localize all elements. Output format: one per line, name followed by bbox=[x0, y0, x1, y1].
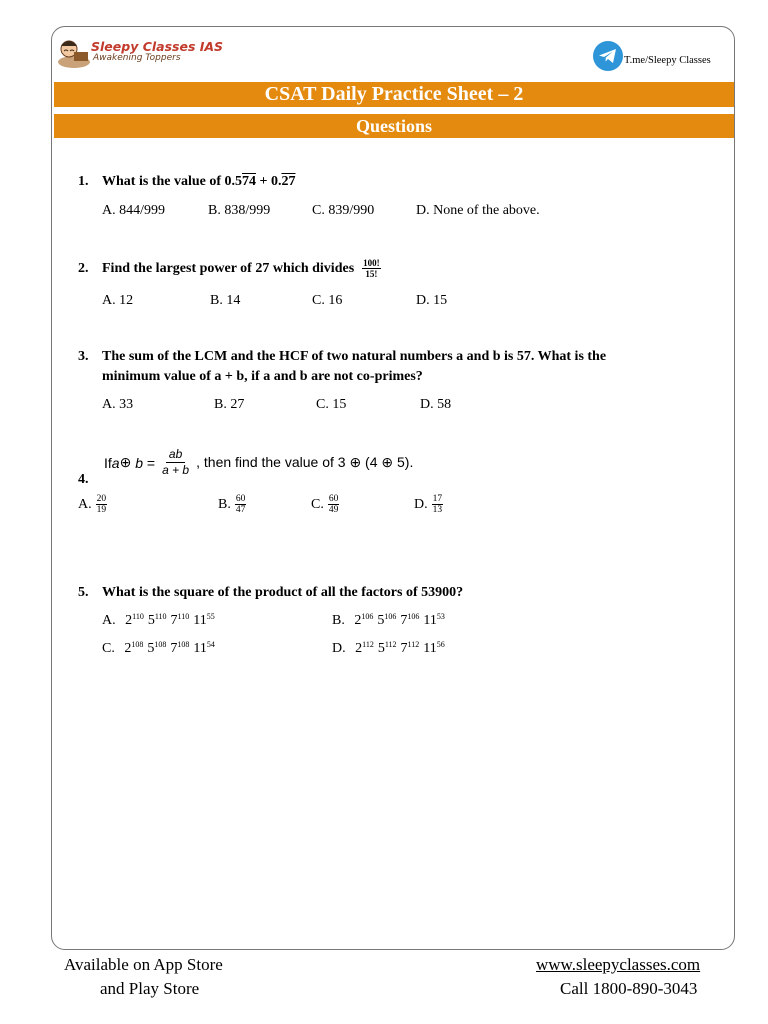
power-base: 7 bbox=[400, 613, 408, 628]
option-b[interactable]: B. 838/999 bbox=[208, 203, 271, 218]
phone-number: Call 1800-890-3043 bbox=[560, 979, 698, 998]
question-number: 1. bbox=[78, 174, 89, 189]
power-term bbox=[423, 613, 444, 628]
option-a[interactable]: A. 844/999 bbox=[102, 203, 165, 218]
page-border bbox=[51, 26, 735, 950]
option-d[interactable]: D. 58 bbox=[420, 397, 452, 412]
power-exponent: 53 bbox=[436, 612, 445, 621]
footer-play-store: and Play Store bbox=[100, 979, 200, 998]
question-text: minimum value of a + b, if a and b are not co-primes? bbox=[102, 369, 423, 384]
fraction bbox=[432, 494, 444, 515]
question-text: + 0. bbox=[256, 174, 282, 189]
option-d[interactable] bbox=[332, 640, 445, 658]
power-base: 11 bbox=[423, 641, 437, 656]
power-exponent: 108 bbox=[131, 640, 144, 649]
question-text: Find the largest power of 27 which divides bbox=[102, 260, 355, 276]
fraction-numerator: 60 bbox=[328, 494, 339, 504]
option-b[interactable] bbox=[332, 612, 445, 630]
question-number: 3. bbox=[78, 349, 89, 364]
power-exponent: 112 bbox=[362, 640, 374, 649]
option-label: C. bbox=[311, 496, 324, 512]
question-number: 2. bbox=[78, 260, 89, 276]
option-c[interactable]: C. 839/990 bbox=[312, 203, 375, 218]
option-d[interactable]: D. None of the above. bbox=[416, 203, 540, 218]
power-base: 5 bbox=[147, 641, 155, 656]
power-exponent: 110 bbox=[132, 612, 144, 621]
option-label: B. bbox=[332, 613, 349, 628]
fraction-denominator: 19 bbox=[96, 505, 107, 515]
power-base: 7 bbox=[170, 613, 178, 628]
operator: ⊕ bbox=[119, 454, 136, 470]
question-4-image bbox=[104, 447, 413, 478]
power-base: 11 bbox=[423, 613, 437, 628]
fraction-numerator: 20 bbox=[96, 494, 107, 504]
brand-tagline: Awakening Toppers bbox=[93, 53, 181, 63]
power-base: 2 bbox=[124, 641, 132, 656]
option-label: A. bbox=[78, 496, 92, 512]
question-2 bbox=[78, 258, 381, 279]
option-label: D. bbox=[414, 496, 428, 512]
fraction-denominator: 49 bbox=[328, 505, 339, 515]
website-link[interactable]: www.sleepyclasses.com bbox=[536, 955, 701, 974]
power-base: 7 bbox=[400, 641, 408, 656]
question-text: What is the square of the product of all the factors of 53900? bbox=[102, 585, 464, 600]
variable-a: a bbox=[111, 454, 120, 471]
power-exponent: 112 bbox=[407, 640, 420, 649]
option-c[interactable]: C. 16 bbox=[312, 293, 343, 308]
option-a[interactable] bbox=[102, 612, 215, 630]
option-a[interactable]: A. 12 bbox=[102, 293, 134, 308]
power-exponent: 106 bbox=[361, 612, 374, 621]
power-base: 11 bbox=[193, 641, 207, 656]
power-exponent: 55 bbox=[206, 612, 215, 621]
power-exponent: 112 bbox=[384, 640, 397, 649]
power-term bbox=[148, 613, 167, 628]
power-term bbox=[378, 641, 397, 656]
option-c[interactable] bbox=[102, 640, 215, 658]
power-base: 2 bbox=[354, 613, 362, 628]
question-text: The sum of the LCM and the HCF of two natural numbers a and b is 57. What is the bbox=[102, 349, 607, 364]
footer-app-store: Available on App Store bbox=[64, 955, 223, 974]
option-a[interactable]: A. 33 bbox=[102, 397, 134, 412]
variable-b: b bbox=[135, 454, 143, 471]
fraction-numerator: ab bbox=[166, 447, 185, 463]
power-term bbox=[124, 641, 143, 656]
sheet-title: CSAT Daily Practice Sheet – 2 bbox=[54, 82, 734, 107]
power-term bbox=[147, 641, 166, 656]
power-exponent: 106 bbox=[407, 612, 420, 621]
mascot-icon bbox=[56, 36, 92, 70]
power-term bbox=[170, 641, 189, 656]
power-exponent: 56 bbox=[436, 640, 445, 649]
question-1 bbox=[78, 172, 295, 192]
fraction bbox=[328, 494, 340, 515]
equals-sign: = bbox=[143, 454, 156, 471]
fraction-denominator: 47 bbox=[235, 505, 246, 515]
option-label: A. bbox=[102, 613, 120, 628]
power-term bbox=[125, 613, 144, 628]
power-base: 2 bbox=[125, 613, 133, 628]
option-d[interactable]: D. 15 bbox=[416, 293, 448, 308]
option-b[interactable] bbox=[218, 494, 246, 515]
question-text: If bbox=[104, 454, 112, 471]
fraction-numerator: 17 bbox=[432, 494, 443, 504]
fraction bbox=[96, 494, 108, 515]
power-term bbox=[400, 613, 419, 628]
option-a[interactable] bbox=[78, 494, 107, 515]
power-term bbox=[423, 641, 444, 656]
option-b[interactable]: B. 14 bbox=[210, 293, 241, 308]
power-term bbox=[355, 641, 374, 656]
fraction-denominator: 13 bbox=[432, 505, 443, 515]
option-b[interactable]: B. 27 bbox=[214, 397, 245, 412]
section-title: Questions bbox=[54, 114, 734, 138]
option-label: D. bbox=[332, 641, 350, 656]
fraction-denominator: 15! bbox=[365, 269, 378, 279]
power-exponent: 110 bbox=[177, 612, 190, 621]
power-base: 2 bbox=[355, 641, 363, 656]
question-text: , then find the value of 3 ⊕ (4 ⊕ 5). bbox=[196, 454, 414, 470]
fraction bbox=[362, 258, 381, 279]
brand-name: Sleepy Classes IAS bbox=[91, 39, 224, 54]
power-exponent: 108 bbox=[154, 640, 167, 649]
fraction-numerator: 100! bbox=[363, 258, 380, 268]
power-term bbox=[171, 613, 190, 628]
question-number: 4. bbox=[78, 472, 89, 487]
power-term bbox=[354, 613, 373, 628]
telegram-link[interactable]: T.me/Sleepy Classes bbox=[624, 55, 711, 66]
option-label: B. bbox=[218, 496, 231, 512]
option-label: C. bbox=[102, 641, 119, 656]
telegram-icon[interactable] bbox=[592, 40, 624, 72]
question-number: 5. bbox=[78, 585, 89, 600]
repeating-digits: 74 bbox=[242, 174, 256, 189]
fraction bbox=[159, 447, 192, 478]
power-term bbox=[377, 613, 396, 628]
repeating-digits: 27 bbox=[281, 174, 296, 189]
question-3 bbox=[78, 347, 730, 387]
power-term bbox=[193, 613, 214, 628]
power-base: 5 bbox=[377, 641, 385, 656]
power-exponent: 106 bbox=[384, 612, 397, 621]
power-base: 7 bbox=[170, 641, 178, 656]
power-term bbox=[193, 641, 214, 656]
power-term bbox=[401, 641, 420, 656]
fraction bbox=[235, 494, 247, 515]
option-c[interactable]: C. 15 bbox=[316, 397, 347, 412]
question-5 bbox=[78, 583, 463, 603]
option-c[interactable] bbox=[311, 494, 339, 515]
fraction-numerator: 60 bbox=[235, 494, 246, 504]
power-base: 5 bbox=[147, 613, 155, 628]
power-exponent: 110 bbox=[154, 612, 167, 621]
fraction-denominator: a + b bbox=[162, 463, 190, 477]
power-exponent: 108 bbox=[177, 640, 190, 649]
option-d[interactable] bbox=[414, 494, 443, 515]
question-text: What is the value of 0.5 bbox=[102, 174, 242, 189]
power-base: 5 bbox=[377, 613, 385, 628]
power-base: 11 bbox=[193, 613, 207, 628]
brand-logo bbox=[56, 36, 226, 72]
power-exponent: 54 bbox=[206, 640, 215, 649]
